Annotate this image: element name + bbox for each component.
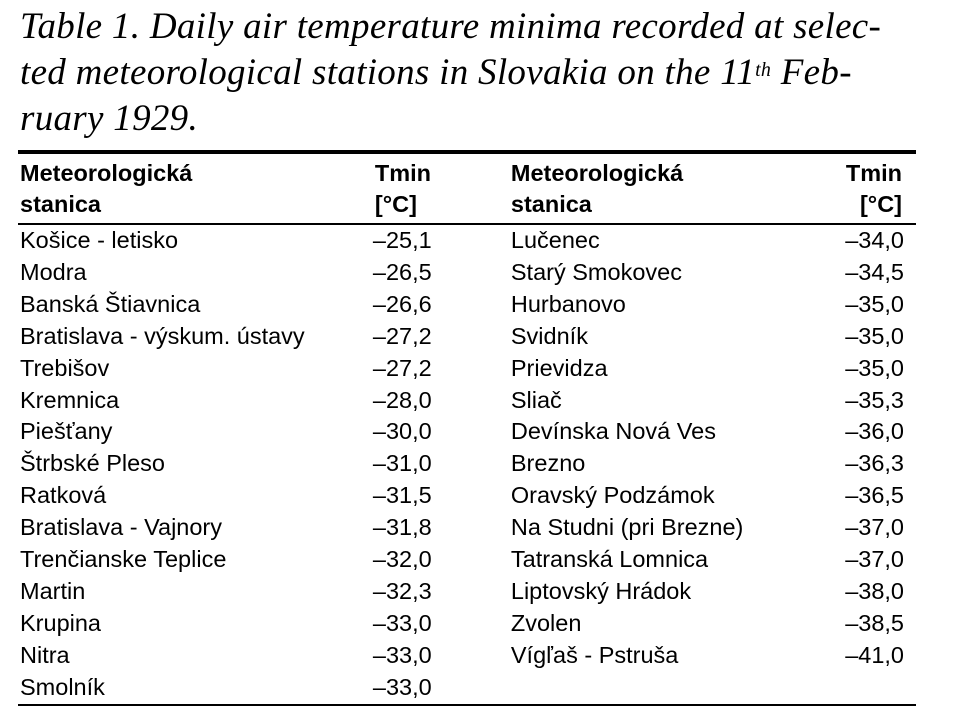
tmin-value-left: –28,0 xyxy=(372,386,432,413)
tmin-value-left: –33,0 xyxy=(372,609,432,636)
table-row xyxy=(18,257,916,289)
station-name-right: Oravský Podzámok xyxy=(510,482,715,509)
header-tmin-left-line1: Tmin xyxy=(374,160,432,186)
table-row xyxy=(18,672,916,704)
tmin-value-right: –36,0 xyxy=(845,418,904,445)
station-name-left: Trebišov xyxy=(20,354,110,381)
header-tmin-left xyxy=(361,154,511,224)
header-tmin-right-line1: Tmin xyxy=(845,160,902,186)
station-name-left: Banská Štiavnica xyxy=(20,290,201,317)
table-caption xyxy=(20,4,920,142)
tmin-value-left: –25,1 xyxy=(372,227,432,253)
station-name-right: Hurbanovo xyxy=(510,290,626,317)
temperature-table-container xyxy=(18,150,916,706)
station-name-left: Trenčianske Teplice xyxy=(20,546,227,573)
header-station-right-line1: Meteorologická xyxy=(510,160,684,186)
station-name-left: Štrbské Pleso xyxy=(20,450,165,477)
tmin-value-left: –26,6 xyxy=(372,290,432,317)
tmin-value-right: –35,3 xyxy=(845,386,904,413)
tmin-value-right: –41,0 xyxy=(845,641,904,668)
table-body xyxy=(18,224,916,704)
tmin-value-right xyxy=(819,672,916,704)
tmin-value-right: –34,0 xyxy=(845,227,904,253)
table-row xyxy=(18,385,916,417)
station-name-left: Martin xyxy=(20,577,86,604)
table-row xyxy=(18,321,916,353)
tmin-value-left: –27,2 xyxy=(372,354,432,381)
header-tmin-right-line2: [°C] xyxy=(859,191,902,217)
table-row xyxy=(18,512,916,544)
tmin-value-left: –30,0 xyxy=(372,418,432,445)
header-row xyxy=(18,154,916,224)
header-station-right xyxy=(511,154,819,224)
station-name-left: Smolník xyxy=(20,673,105,700)
table-row xyxy=(18,640,916,672)
table-row xyxy=(18,608,916,640)
station-name-right: Tatranská Lomnica xyxy=(510,546,709,573)
tmin-value-left: –32,3 xyxy=(372,577,432,604)
station-name-right: Devínska Nová Ves xyxy=(510,418,716,445)
header-station-left-line1: Meteorologická xyxy=(20,160,193,186)
station-name-right: Liptovský Hrádok xyxy=(510,577,692,604)
station-name-left: Nitra xyxy=(20,641,70,668)
table-row xyxy=(18,576,916,608)
station-name-right: Svidník xyxy=(510,322,588,349)
tmin-value-left: –33,0 xyxy=(372,673,432,700)
station-name-left: Košice - letisko xyxy=(20,227,179,253)
station-name-left: Modra xyxy=(20,258,87,285)
station-name-right: Starý Smokovec xyxy=(510,258,682,285)
tmin-value-right: –36,5 xyxy=(845,482,904,509)
station-name-left: Krupina xyxy=(20,609,101,636)
tmin-value-left: –31,5 xyxy=(372,482,432,509)
tmin-value-left: –27,2 xyxy=(372,322,432,349)
tmin-value-right: –38,5 xyxy=(845,609,904,636)
caption-text-after: Feb-ruary 1929. xyxy=(20,52,852,139)
caption-superscript: th xyxy=(755,59,772,81)
tmin-value-left: –31,0 xyxy=(372,450,432,477)
station-name-right: Vígľaš - Pstruša xyxy=(510,641,679,668)
header-tmin-right xyxy=(819,154,916,224)
table-row xyxy=(18,416,916,448)
station-name-left: Bratislava - výskum. ústavy xyxy=(20,322,305,349)
header-station-left-line2: stanica xyxy=(20,191,101,217)
station-name-left: Bratislava - Vajnory xyxy=(20,514,222,541)
header-station-left xyxy=(18,154,361,224)
tmin-value-right: –34,5 xyxy=(845,258,904,285)
temperature-table xyxy=(18,154,916,704)
tmin-value-right: –38,0 xyxy=(845,577,904,604)
table-header xyxy=(18,154,916,224)
tmin-value-left: –33,0 xyxy=(372,641,432,668)
table-row xyxy=(18,224,916,257)
tmin-value-left: –31,8 xyxy=(372,514,432,541)
tmin-value-left: –32,0 xyxy=(372,546,432,573)
tmin-value-right: –37,0 xyxy=(845,546,904,573)
station-name-right xyxy=(511,672,819,704)
station-name-left: Ratková xyxy=(20,482,107,509)
table-row xyxy=(18,544,916,576)
table-row xyxy=(18,480,916,512)
station-name-right: Brezno xyxy=(510,450,586,477)
station-name-left: Piešťany xyxy=(20,418,113,445)
station-name-right: Zvolen xyxy=(510,609,582,636)
station-name-right: Sliač xyxy=(510,386,562,413)
table-row xyxy=(18,289,916,321)
table-row xyxy=(18,448,916,480)
station-name-left: Kremnica xyxy=(20,386,120,413)
tmin-value-right: –35,0 xyxy=(845,354,904,381)
station-name-right: Na Studni (pri Brezne) xyxy=(510,514,744,541)
table-row xyxy=(18,353,916,385)
header-station-right-line2: stanica xyxy=(510,191,592,217)
tmin-value-left: –26,5 xyxy=(372,258,432,285)
caption-text-before: Table 1. Daily air temperature minima recorded at selec-ted meteorological stations in Slovakia on the 11 xyxy=(20,6,882,93)
tmin-value-right: –35,0 xyxy=(845,290,904,317)
station-name-right: Lučenec xyxy=(510,227,600,253)
header-tmin-left-line2: [°C] xyxy=(374,191,417,217)
tmin-value-right: –37,0 xyxy=(845,514,904,541)
station-name-right: Prievidza xyxy=(510,354,608,381)
tmin-value-right: –36,3 xyxy=(845,450,904,477)
tmin-value-right: –35,0 xyxy=(845,322,904,349)
